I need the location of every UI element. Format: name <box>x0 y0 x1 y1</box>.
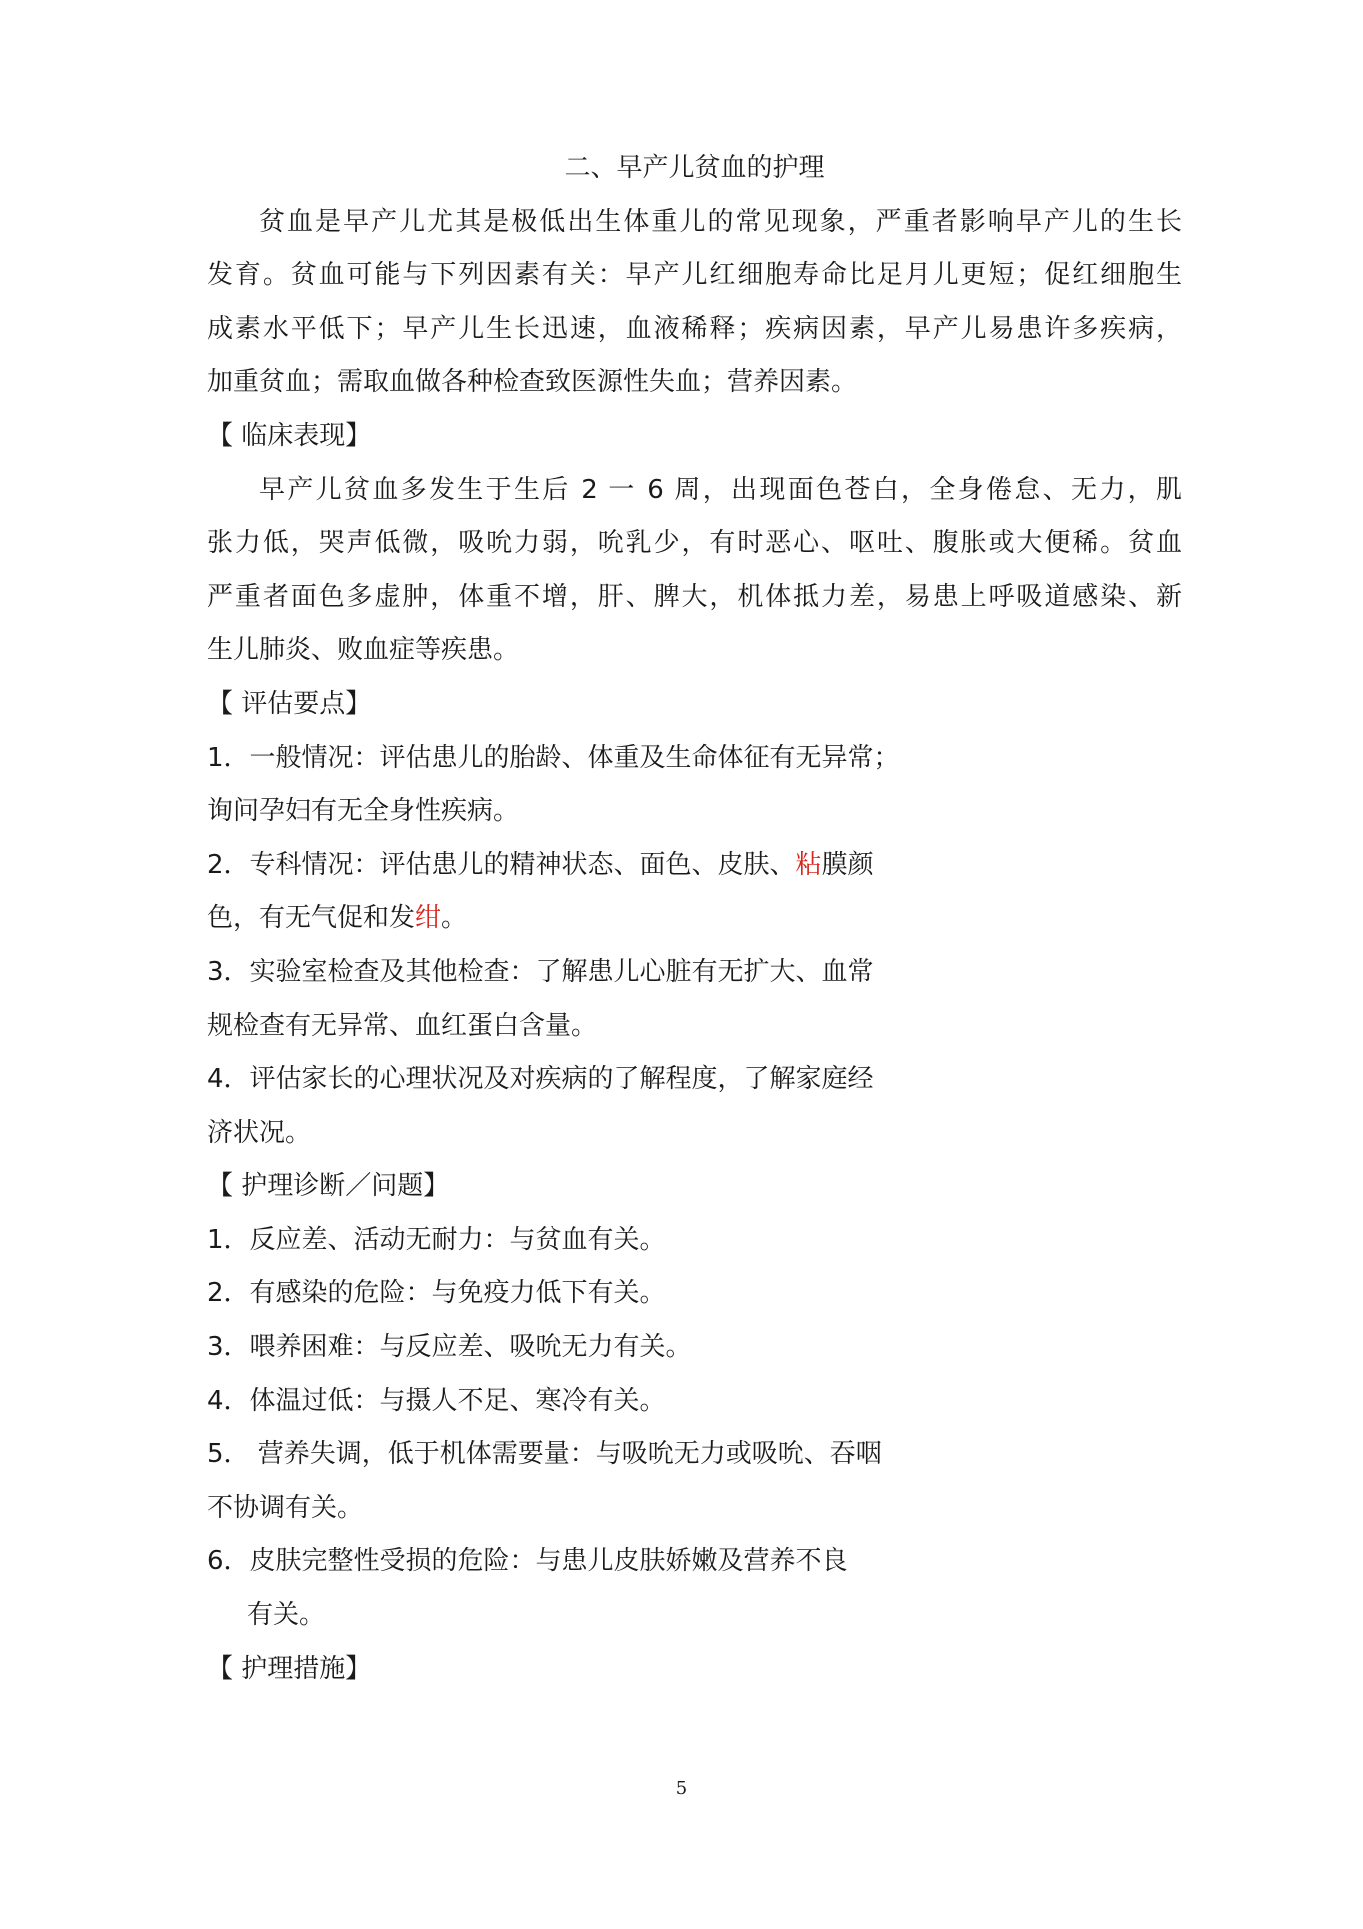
document-body <box>207 142 1182 1696</box>
assessment-item-3-cont: 规检查有无异常、血红蛋白含量。 <box>207 1010 598 1041</box>
assessment-item-2-text: 膜颜 <box>821 849 874 880</box>
assessment-item-2-text: 色，有无气促和发 <box>207 903 416 934</box>
measures-heading: 【 护理措施】 <box>207 1653 372 1684</box>
diagnosis-item-6-cont: 有关。 <box>247 1600 326 1631</box>
assessment-item-1-cont: 询问孕妇有无全身性疾病。 <box>207 796 520 827</box>
clinical-paragraph-line: 严重者面色多虚肿，体重不增，肝、脾大，机体抵力差，易患上呼吸道感染、新 <box>207 581 1182 612</box>
diagnosis-item-5: 5． 营养失调，低于机体需要量：与吸吮无力或吸吮、吞咽 <box>207 1439 882 1470</box>
diagnosis-item-5-cont: 不协调有关。 <box>207 1492 364 1523</box>
clinical-heading: 【 临床表现】 <box>207 420 372 451</box>
intro-paragraph-line: 发育。贫血可能与下列因素有关：早产儿红细胞寿命比足月儿更短；促红细胞生 <box>207 260 1182 291</box>
intro-paragraph-line: 加重贫血；需取血做各种检查致医源性失血；营养因素。 <box>207 367 858 398</box>
assessment-item-4: 4．评估家长的心理状况及对疾病的了解程度，了解家庭经 <box>207 1064 874 1095</box>
diagnosis-item-1: 1．反应差、活动无耐力：与贫血有关。 <box>207 1224 666 1255</box>
highlighted-character: 绀 <box>415 903 442 934</box>
diagnosis-item-6: 6．皮肤完整性受损的危险：与患儿皮肤娇嫩及营养不良 <box>207 1546 848 1577</box>
section-title: 二、早产儿贫血的护理 <box>564 153 825 183</box>
intro-paragraph-line: 成素水平低下；早产儿生长迅速，血液稀释；疾病因素，早产儿易患许多疾病， <box>207 313 1182 344</box>
assessment-item-3: 3．实验室检查及其他检查：了解患儿心脏有无扩大、血常 <box>207 956 874 987</box>
assessment-item-2 <box>207 839 1182 893</box>
diagnosis-item-4: 4．体温过低：与摄人不足、寒冷有关。 <box>207 1385 666 1416</box>
clinical-paragraph-line: 生儿肺炎、败血症等疾患。 <box>207 635 520 666</box>
assessment-item-2-text: 。 <box>441 903 468 934</box>
assessment-item-2-text: 2．专科情况：评估患儿的精神状态、面色、皮肤、 <box>207 849 796 880</box>
page-number: 5 <box>675 1778 688 1799</box>
assessment-item-4-cont: 济状况。 <box>207 1117 312 1148</box>
assessment-heading: 【 评估要点】 <box>207 688 372 719</box>
assessment-item-2-cont <box>207 892 1182 946</box>
diagnosis-item-2: 2．有感染的危险：与免疫力低下有关。 <box>207 1278 666 1309</box>
intro-paragraph-line: 贫血是早产儿尤其是极低出生体重儿的常见现象，严重者影响早产儿的生长 <box>259 206 1182 237</box>
diagnosis-heading: 【 护理诊断／问题】 <box>207 1171 450 1202</box>
diagnosis-item-3: 3．喂养困难：与反应差、吸吮无力有关。 <box>207 1332 692 1363</box>
highlighted-character: 粘 <box>795 849 822 880</box>
assessment-item-1: 1．一般情况：评估患儿的胎龄、体重及生命体征有无异常； <box>207 742 900 773</box>
clinical-paragraph-line: 早产儿贫血多发生于生后 2 一 6 周，出现面色苍白，全身倦怠、无力，肌 <box>259 474 1182 505</box>
clinical-paragraph-line: 张力低，哭声低微，吸吮力弱，吮乳少，有时恶心、呕吐、腹胀或大便稀。贫血 <box>207 528 1182 559</box>
